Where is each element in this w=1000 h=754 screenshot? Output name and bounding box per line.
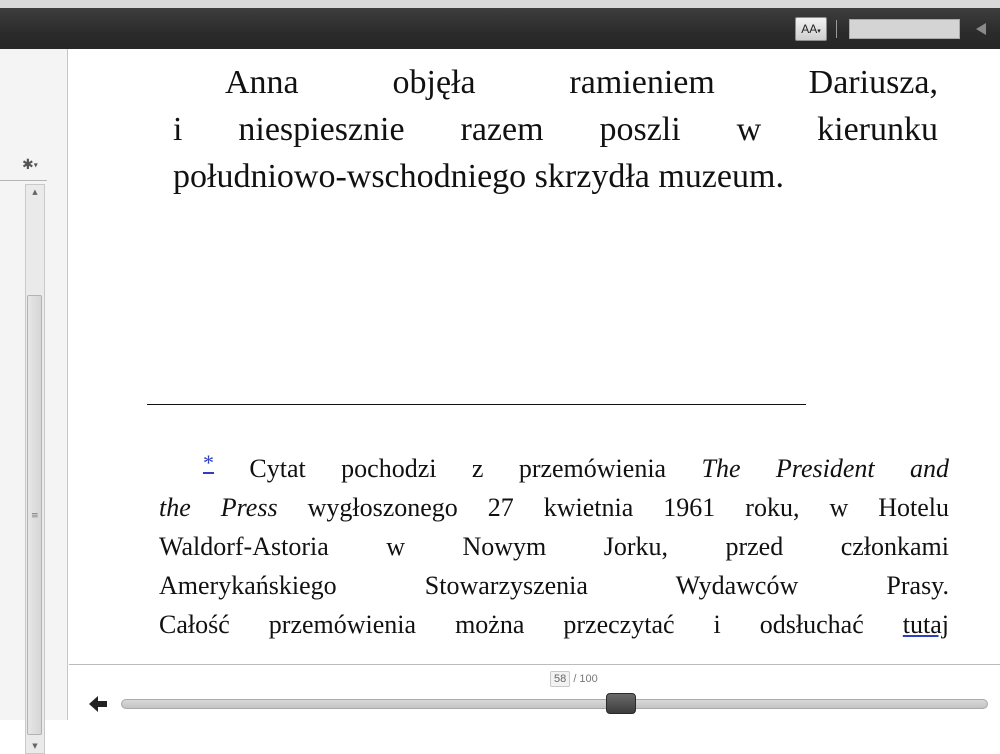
- footnote-link[interactable]: tutaj: [902, 610, 949, 639]
- toolbar-separator: [836, 20, 837, 38]
- sidebar-scrollbar[interactable]: [25, 184, 45, 754]
- speech-title: The President and: [701, 454, 949, 483]
- font-size-button[interactable]: AA▾: [795, 17, 827, 41]
- top-toolbar: [0, 0, 1000, 49]
- sidebar-divider: [0, 180, 47, 181]
- body-paragraph: [173, 59, 938, 200]
- footnote-separator: [147, 404, 806, 405]
- footnote-line: [159, 605, 949, 644]
- paragraph-line: i niespiesznie razem poszli w kierunku: [173, 111, 938, 148]
- footnote-text: Całość przemówienia można przeczytać i odsłuchać: [159, 610, 903, 639]
- footnote-line: Amerykańskiego Stowarzyszenia Wydawców Prasy.: [159, 571, 949, 600]
- sidebar: [0, 49, 68, 750]
- paragraph-line: południowo-wschodniego skrzydła muzeum.: [173, 158, 784, 195]
- scroll-up-icon[interactable]: ▲: [32, 188, 38, 196]
- bottom-divider: [69, 664, 1000, 665]
- current-page[interactable]: 58: [550, 671, 570, 687]
- footnote: [159, 443, 949, 644]
- scrollbar-thumb[interactable]: [27, 295, 42, 735]
- gear-icon[interactable]: ✱▾: [22, 157, 38, 173]
- page-indicator: [550, 671, 598, 687]
- footnote-line: [159, 443, 949, 488]
- footnote-text: Cytat pochodzi z przemówienia: [249, 454, 702, 483]
- font-size-icon: AA: [801, 22, 818, 36]
- footnote-marker-link[interactable]: *: [203, 450, 214, 475]
- total-pages: / 100: [573, 673, 598, 685]
- footnote-line: [159, 488, 949, 527]
- arrow-left-icon[interactable]: [88, 695, 108, 713]
- grip-icon: ≡: [31, 511, 39, 521]
- triangle-left-icon[interactable]: [974, 22, 988, 36]
- speech-title: the Press: [159, 493, 278, 522]
- footnote-line: Waldorf-Astoria w Nowym Jorku, przed członkami: [159, 532, 949, 561]
- search-input[interactable]: [849, 19, 960, 39]
- page-slider-track[interactable]: [121, 699, 988, 709]
- scroll-down-icon[interactable]: ▼: [32, 742, 38, 750]
- footnote-text: wygłoszonego 27 kwietnia 1961 roku, w Hotelu: [277, 493, 949, 522]
- paragraph-line: Anna objęła ramieniem Dariusza,: [225, 64, 938, 101]
- page-slider-handle[interactable]: [606, 693, 636, 714]
